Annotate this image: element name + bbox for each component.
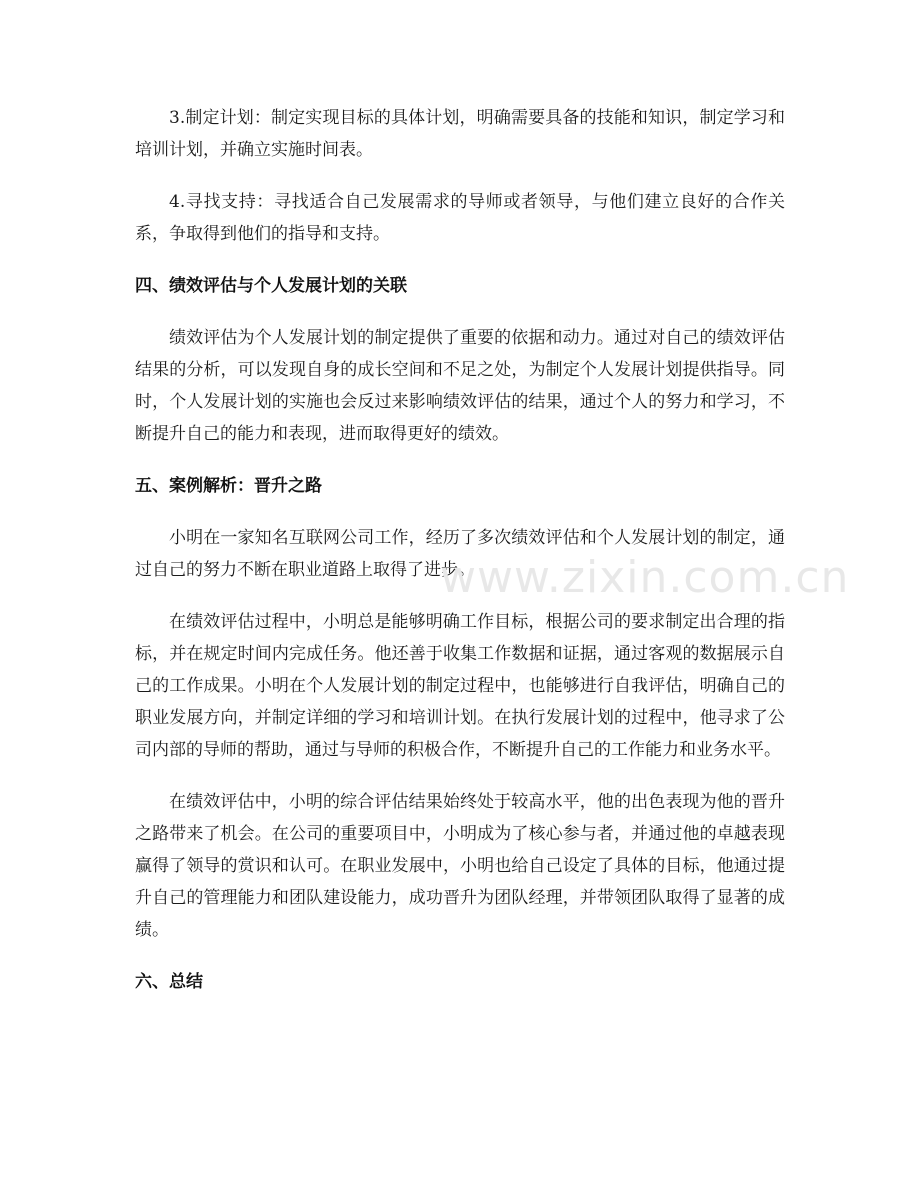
paragraph-case-process: 在绩效评估过程中，小明总是能够明确工作目标，根据公司的要求制定出合理的指标，并在规定时间内完成任务。他还善于收集工作数据和证据，通过客观的数据展示自己的工作成果。小明在个人发展计划的制定过程中，也能够进行自我评估，明确自己的职业发展方向，并制定详细的学习和培训计划。在执行发展计划的过程中，他寻求了公司内部的导师的帮助，通过与导师的积极合作，不断提升自己的工作能力和业务水平。 <box>135 612 785 760</box>
watermark: www.zixin.com.cn <box>440 552 850 603</box>
section-heading-6: 六、总结 <box>135 972 203 992</box>
section-heading-4: 四、绩效评估与个人发展计划的关联 <box>135 276 407 296</box>
paragraph-support: 4.寻找支持：寻找适合自己发展需求的导师或者领导，与他们建立良好的合作关系，争取得到他们的指导和支持。 <box>135 192 785 244</box>
paragraph-case-result: 在绩效评估中，小明的综合评估结果始终处于较高水平，他的出色表现为他的晋升之路带来了机会。在公司的重要项目中，小明成为了核心参与者，并通过他的卓越表现赢得了领导的赏识和认可。在职业发展中，小明也给自己设定了具体的目标，他通过提升自己的管理能力和团队建设能力，成功晋升为团队经理，并带领团队取得了显著的成绩。 <box>135 792 785 940</box>
paragraph-plan: 3.制定计划：制定实现目标的具体计划，明确需要具备的技能和知识，制定学习和培训计划，并确立实施时间表。 <box>135 108 785 160</box>
section-heading-5: 五、案例解析：晋升之路 <box>135 476 322 496</box>
paragraph-case-intro: 小明在一家知名互联网公司工作，经历了多次绩效评估和个人发展计划的制定，通过自己的努力不断在职业道路上取得了进步。 <box>135 528 785 580</box>
document-body <box>135 102 785 1018</box>
paragraph-relation: 绩效评估为个人发展计划的制定提供了重要的依据和动力。通过对自己的绩效评估结果的分析，可以发现自身的成长空间和不足之处，为制定个人发展计划提供指导。同时，个人发展计划的实施也会反过来影响绩效评估的结果，通过个人的努力和学习，不断提升自己的能力和表现，进而取得更好的绩效。 <box>135 328 785 444</box>
